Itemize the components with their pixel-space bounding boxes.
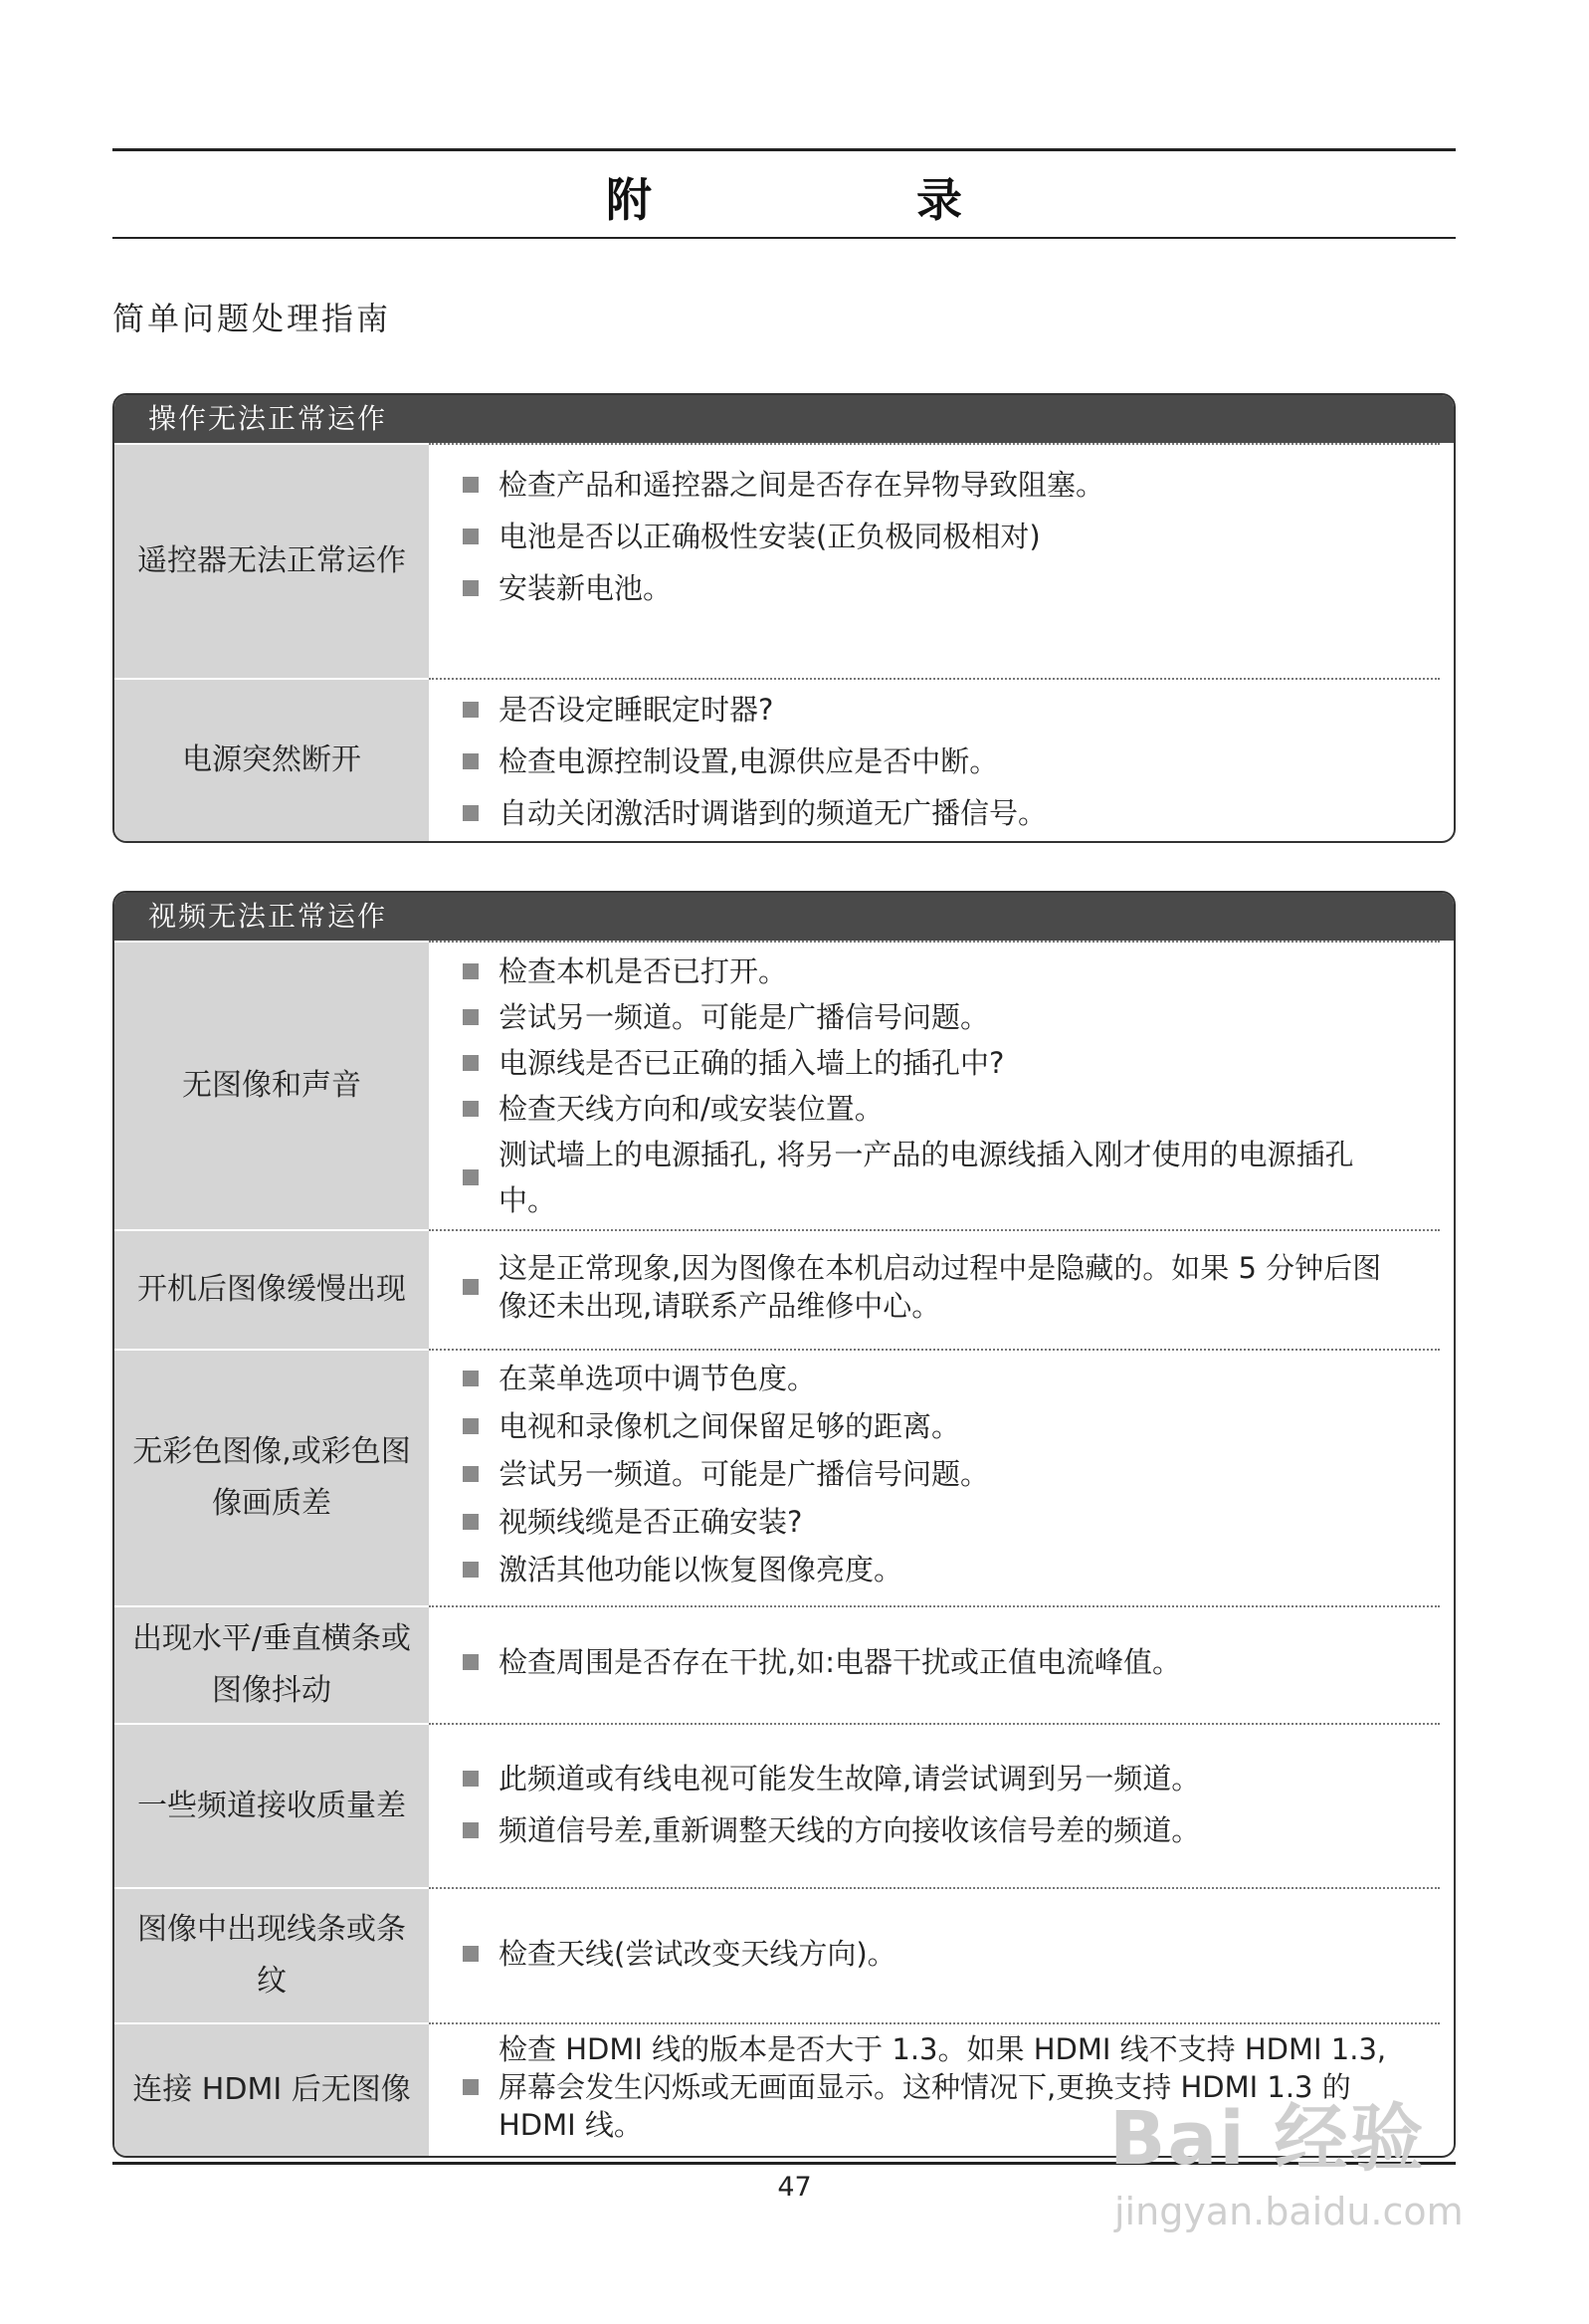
list-item: 电池是否以正确极性安装(正负极同极相对)	[459, 511, 1410, 562]
row-label: 出现水平/垂直横条或图像抖动	[114, 1605, 429, 1723]
section-header: 操作无法正常运作	[114, 395, 1454, 443]
list-item: 检查本机是否已打开。	[459, 949, 1410, 994]
list-item: 安装新电池。	[459, 562, 1410, 614]
table-row	[114, 1887, 1454, 2022]
table-row	[114, 678, 1454, 841]
list-item: 尝试另一频道。可能是广播信号问题。	[459, 1450, 1410, 1498]
row-body	[429, 941, 1440, 1229]
watermark-logo: Bai 经验	[1109, 2096, 1426, 2182]
table-row	[114, 941, 1454, 1229]
list-item: 是否设定睡眠定时器?	[459, 684, 1410, 736]
list-item: 此频道或有线电视可能发生故障,请尝试调到另一频道。	[459, 1753, 1410, 1804]
list-item: 电源线是否已正确的插入墙上的插孔中?	[459, 1040, 1410, 1086]
row-label: 开机后图像缓慢出现	[114, 1229, 429, 1349]
list-item: 频道信号差,重新调整天线的方向接收该信号差的频道。	[459, 1804, 1410, 1856]
list-item: 测试墙上的电源插孔, 将另一产品的电源线插入刚才使用的电源插孔中。	[459, 1132, 1410, 1223]
table-row	[114, 1229, 1454, 1349]
list-item: 检查 HDMI 线的版本是否大于 1.3。如果 HDMI 线不支持 HDMI 1.3,屏幕会发生闪烁或无画面显示。这种情况下,更换支持 HDMI 1.3 的 HDMI 线。	[459, 2030, 1410, 2144]
page-title: 附 录	[606, 173, 1072, 227]
section-operation	[112, 393, 1456, 843]
row-body	[429, 443, 1440, 678]
row-body	[429, 678, 1440, 841]
list-item: 在菜单选项中调节色度。	[459, 1355, 1410, 1402]
row-body	[429, 1229, 1440, 1349]
list-item: 电视和录像机之间保留足够的距离。	[459, 1402, 1410, 1450]
row-label: 电源突然断开	[114, 678, 429, 841]
list-item: 检查电源控制设置,电源供应是否中断。	[459, 736, 1410, 787]
row-label: 一些频道接收质量差	[114, 1723, 429, 1887]
row-body	[429, 1723, 1440, 1887]
list-item: 检查天线方向和/或安装位置。	[459, 1086, 1410, 1132]
row-body	[429, 1887, 1440, 2022]
title-rule	[112, 237, 1456, 239]
watermark-url: jingyan.baidu.com	[1114, 2190, 1464, 2233]
row-label: 无图像和声音	[114, 941, 429, 1229]
list-item: 视频线缆是否正确安装?	[459, 1498, 1410, 1546]
table-row	[114, 443, 1454, 678]
row-label: 图像中出现线条或条纹	[114, 1887, 429, 2022]
list-item: 检查天线(尝试改变天线方向)。	[459, 1929, 1410, 1979]
row-body	[429, 1605, 1440, 1723]
row-label: 遥控器无法正常运作	[114, 443, 429, 678]
list-item: 尝试另一频道。可能是广播信号问题。	[459, 994, 1410, 1040]
row-body	[429, 1349, 1440, 1605]
table-row	[114, 1605, 1454, 1723]
section-video	[112, 891, 1456, 2158]
list-item: 自动关闭激活时调谐到的频道无广播信号。	[459, 787, 1410, 839]
table-row	[114, 1349, 1454, 1605]
table-row	[114, 1723, 1454, 1887]
top-rule	[112, 148, 1456, 151]
list-item: 检查周围是否存在干扰,如:电器干扰或正值电流峰值。	[459, 1637, 1410, 1687]
section-header: 视频无法正常运作	[114, 893, 1454, 941]
row-label: 连接 HDMI 后无图像	[114, 2022, 429, 2156]
list-item: 这是正常现象,因为图像在本机启动过程中是隐藏的。如果 5 分钟后图像还未出现,请联系产品维修中心。	[459, 1249, 1410, 1325]
page-subtitle: 简单问题处理指南	[112, 300, 392, 337]
list-item: 检查产品和遥控器之间是否存在异物导致阻塞。	[459, 459, 1410, 511]
page-number: 47	[777, 2172, 812, 2203]
row-label: 无彩色图像,或彩色图像画质差	[114, 1349, 429, 1605]
list-item: 激活其他功能以恢复图像亮度。	[459, 1546, 1410, 1593]
